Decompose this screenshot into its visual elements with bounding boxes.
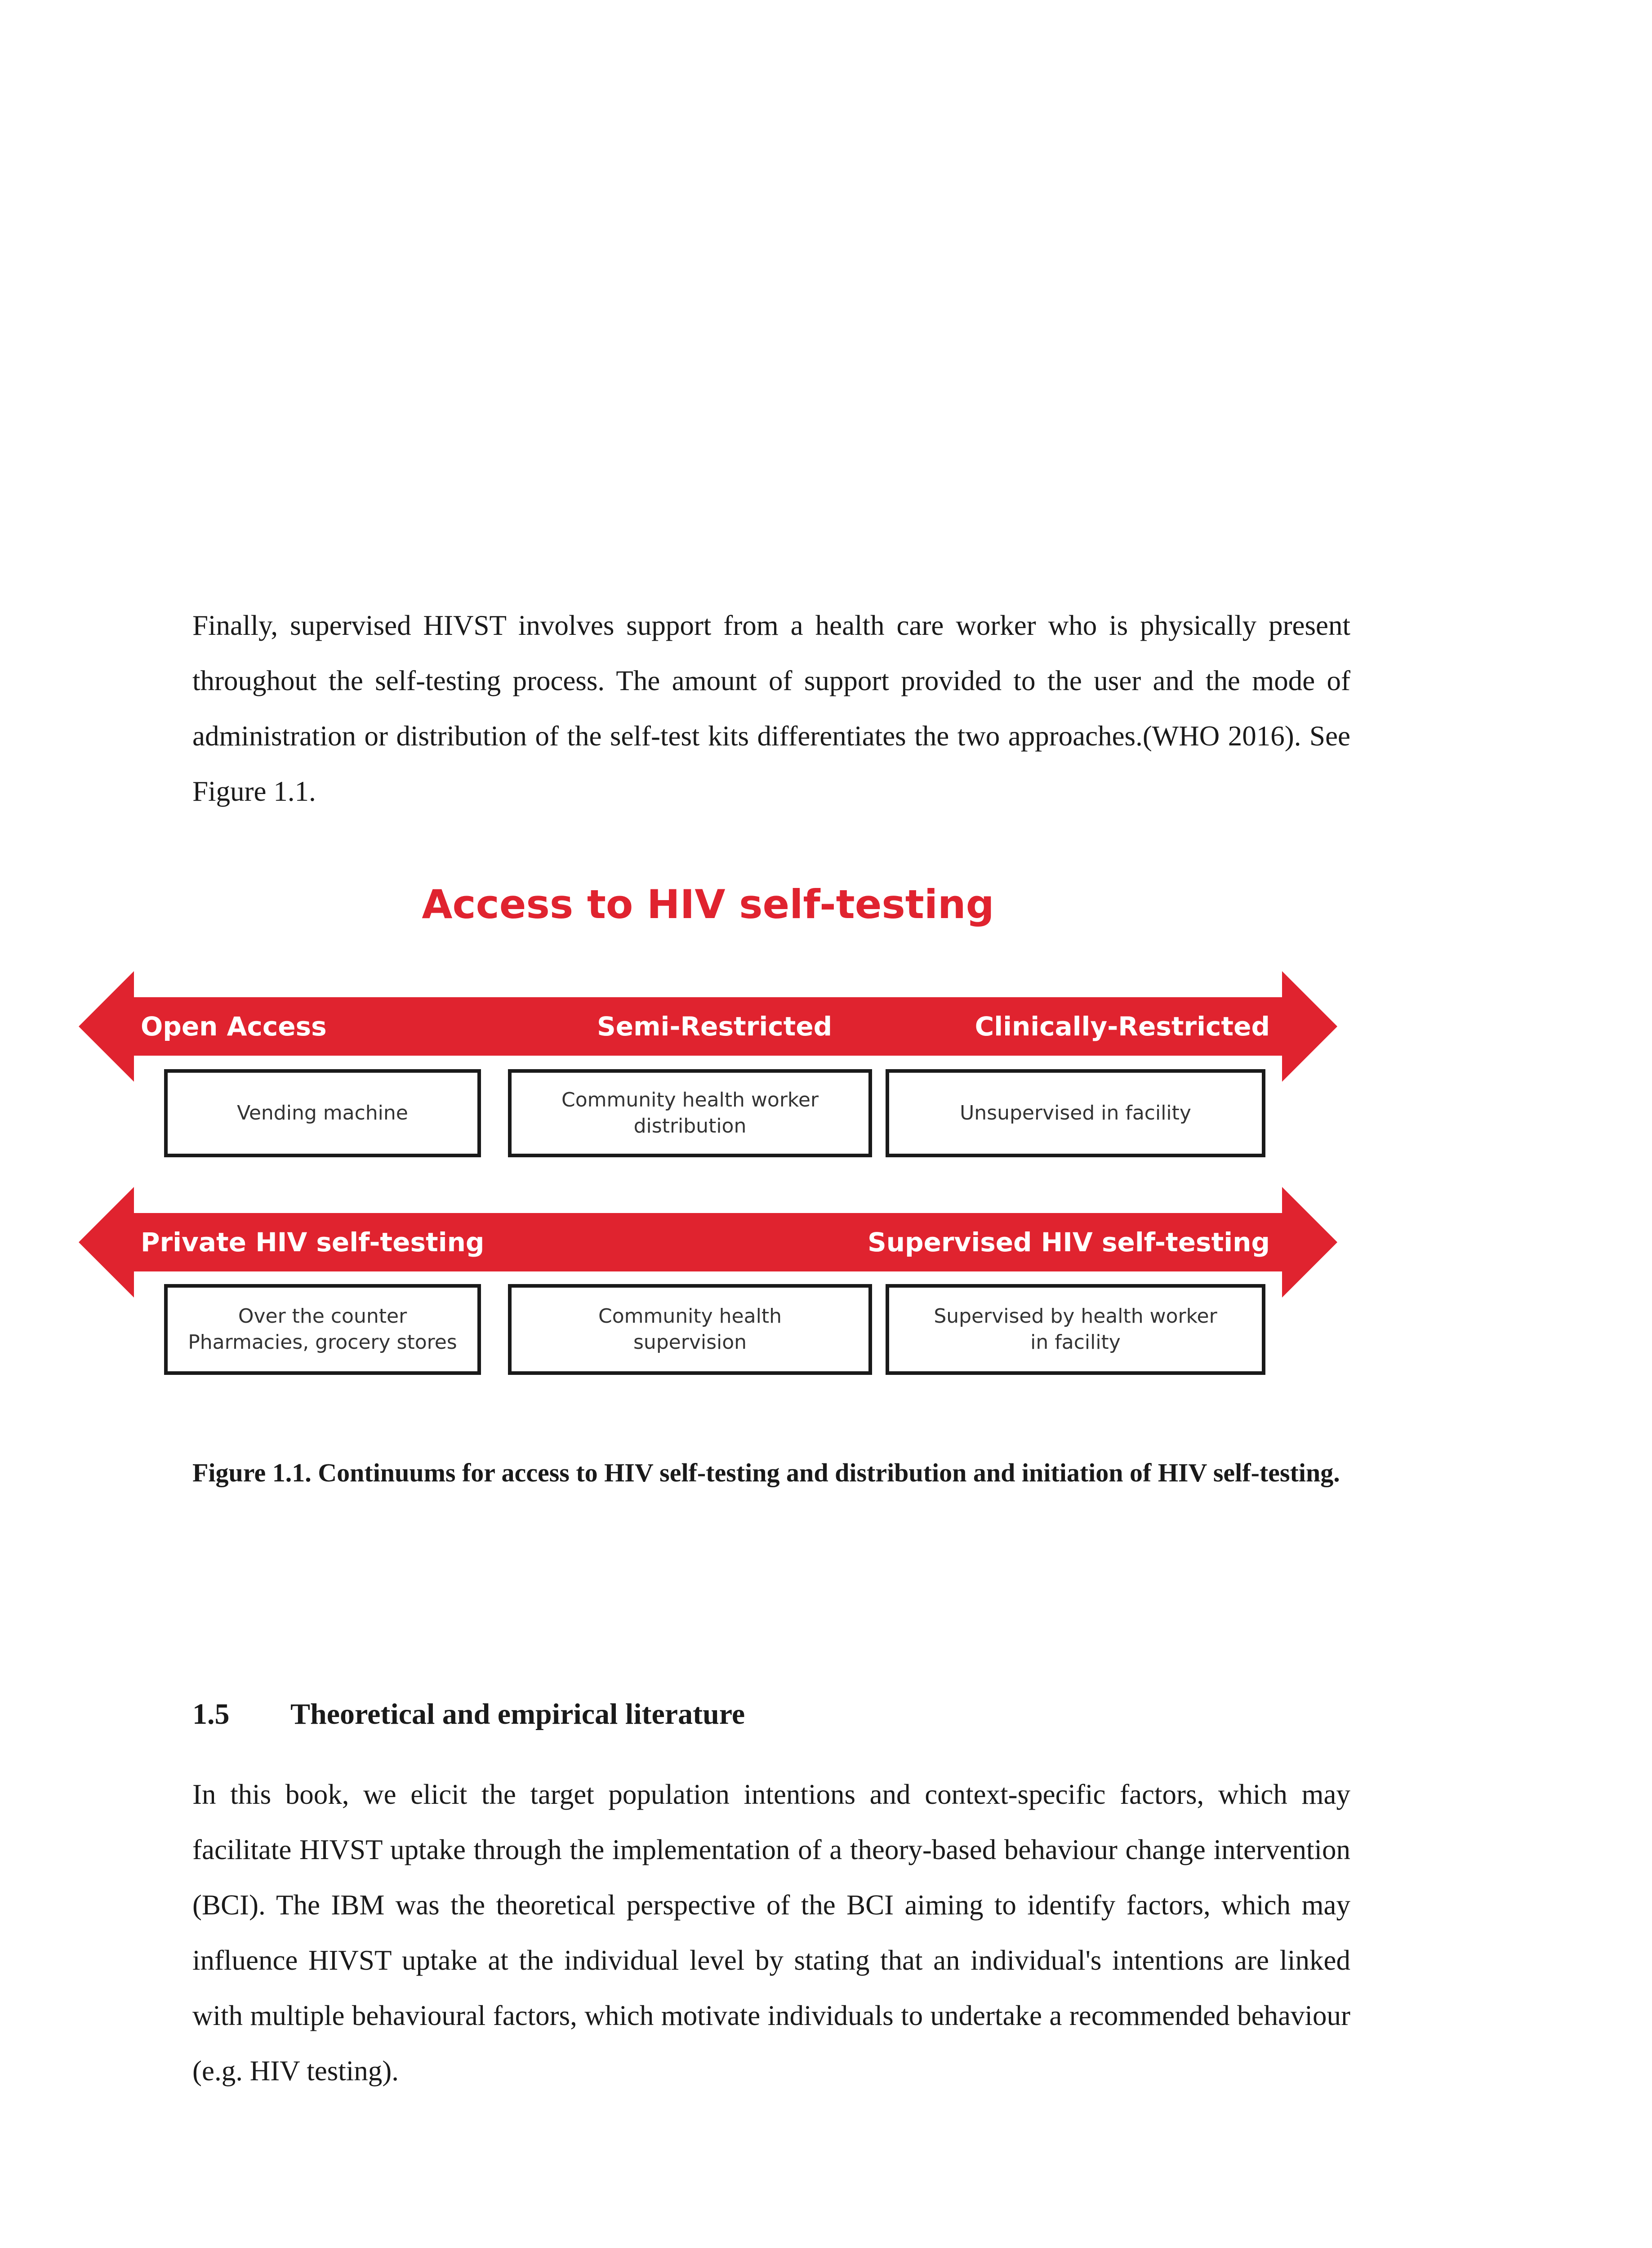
box-unsupervised-in-facility: Unsupervised in facility (886, 1069, 1265, 1157)
label-open-access: Open Access (141, 1011, 327, 1042)
section-heading (192, 1694, 745, 1735)
access-continuum-arrow (79, 971, 1337, 1082)
label-semi-restricted: Semi-Restricted (597, 1011, 833, 1042)
box-community-health-supervision: Community health supervision (508, 1284, 872, 1375)
box-over-the-counter: Over the counter Pharmacies, grocery stores (164, 1284, 481, 1375)
box-vending-machine: Vending machine (164, 1069, 481, 1157)
figure-caption: Figure 1.1. Continuums for access to HIV self-testing and distribution and initiation of HIV self-testing. (192, 1458, 1340, 1487)
figure-title: Access to HIV self-testing (422, 881, 994, 928)
label-clinically-restricted: Clinically-Restricted (975, 1011, 1270, 1042)
box-community-health-worker-distribution: Community health worker distribution (508, 1069, 872, 1157)
intro-paragraph: Finally, supervised HIVST involves support from a health care worker who is physically present throughout the self-testing process. The amount of support provided to the user and the mode of administration or distribution of the self-test kits differentiates the two approaches.(WHO 2016). See Figure 1.1. (192, 610, 1350, 807)
supervision-continuum-arrow (79, 1187, 1337, 1298)
label-private-hiv-self-testing: Private HIV self-testing (141, 1227, 485, 1258)
section-number: 1.5 (192, 1698, 230, 1731)
section-title: Theoretical and empirical literature (290, 1698, 745, 1731)
label-supervised-hiv-self-testing: Supervised HIV self-testing (867, 1227, 1270, 1258)
body-paragraph: In this book, we elicit the target population intentions and context-specific factors, which may facilitate HIVST uptake through the implementation of a theory-based behaviour change intervention (BCI). The IBM was the theoretical perspective of the BCI aiming to identify factors, which may influence HIVST uptake at the individual level by stating that an individual's intentions are linked with multiple behavioural factors, which motivate individuals to undertake a recommended behaviour (e.g. HIV testing). (192, 1779, 1350, 2087)
box-supervised-by-health-worker: Supervised by health worker in facility (886, 1284, 1265, 1375)
